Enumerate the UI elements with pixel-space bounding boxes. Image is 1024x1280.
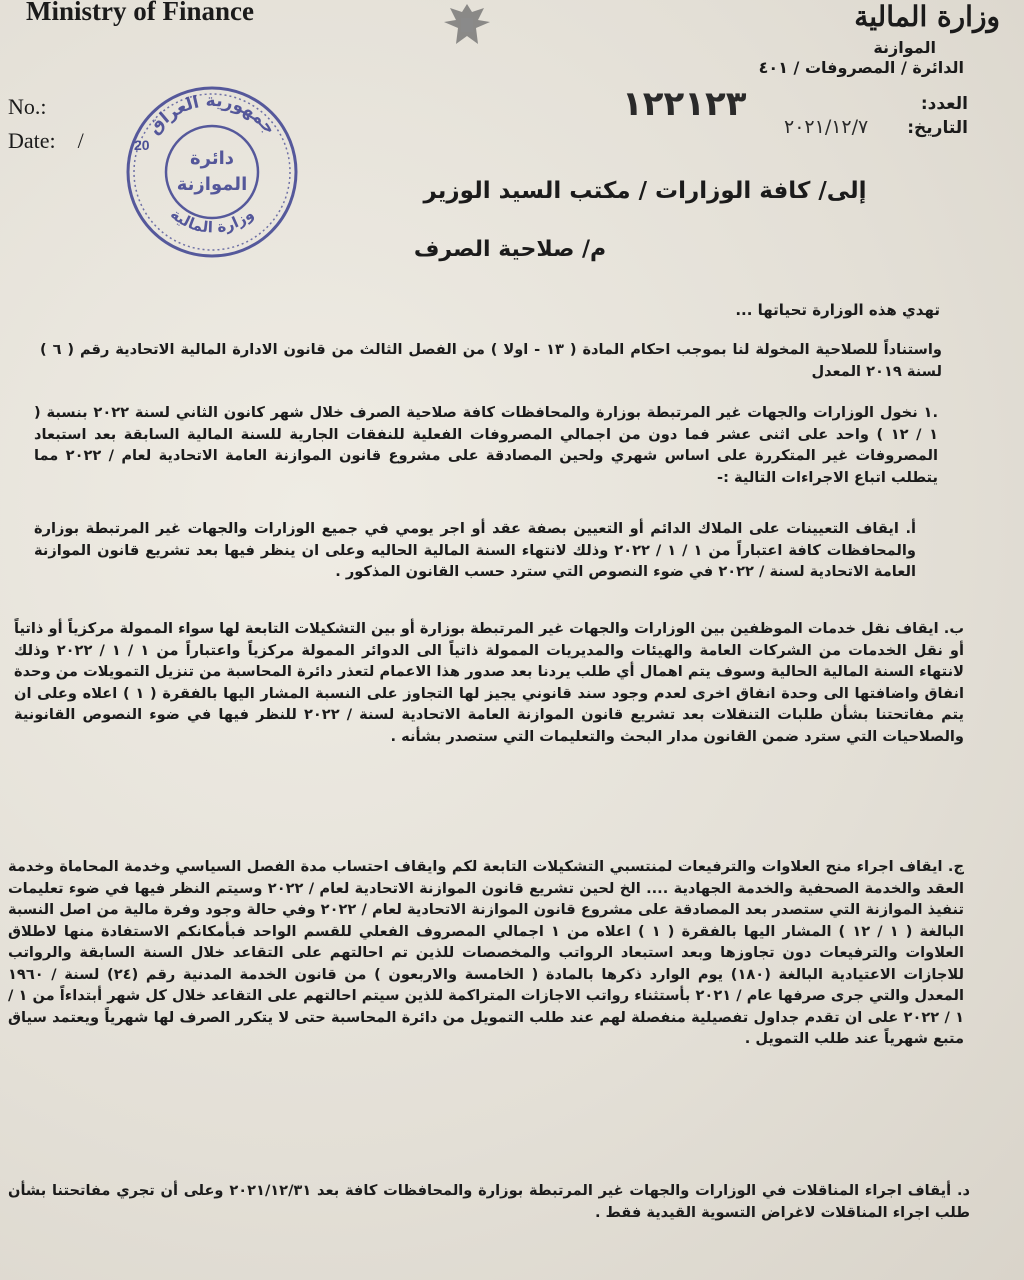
recipient-line: إلى/ كافة الوزارات / مكتب السيد الوزير bbox=[423, 178, 867, 204]
stamp-number: 20 bbox=[134, 137, 150, 153]
clause-1-text: نخول الوزارات والجهات غير المرتبطة بوزارة والمحافظات كافة صلاحية الصرف خلال شهر كانون الثاني لسنة ٢٠٢٢ بنسبة ( ١ / ١٢ ) واحد على اثنى عشر فما دون من اجمالي المصروفات الفعلية للنفقات الجارية للسنة المالية السابقة بعد استبعاد المصروفات غير المتكررة على اساس شهري ولحين المصادقة على مشروع قانون الموازنة العامة الاتحادية لعام / ٢٠٢٢ مما يتطلب اتباع الاجراءات التالية :- bbox=[34, 404, 938, 486]
svg-text:وزارة المالية bbox=[167, 205, 257, 237]
date-slash: / bbox=[77, 128, 84, 153]
clause-d-text: أيقاف اجراء المناقلات في الوزارات والجهات غير المرتبطة بوزارة والمحافظات كافة بعد ٢٠٢١/١٢/٣١ وعلى أن تجري مفاتحتنا بشأن طلب اجراء المناقلات لاغراض التسوية القيدية فقط . bbox=[8, 1182, 970, 1221]
clause-b bbox=[14, 618, 964, 747]
clause-d-mark: د. bbox=[956, 1182, 970, 1199]
clause-d bbox=[8, 1180, 970, 1223]
clause-c-mark: ج. bbox=[947, 858, 964, 875]
date-label-text: Date: bbox=[8, 128, 56, 153]
ministry-name-ar: وزارة المالية bbox=[854, 0, 1000, 33]
subject-line: م/ صلاحية الصرف bbox=[413, 237, 607, 262]
clause-c-text: ايقاف اجراء منح العلاوات والترفيعات لمنتسبي التشكيلات التابعة لكم وايقاف احتساب مدة الفصل السياسي وخدمة المحاماة وخدمة العقد والخدمة الصحفية والخدمة الجهادية .... الخ لحين تشريع قانون الموازنة الاتحادية لعام / ٢٠٢٢ وسيتم النظر فيها في ضوء تعليمات تنفيذ الموازنة التي ستصدر بعد المصادقة على مشروع قانون الموازنة الاتحادية لعام / ٢٠٢٢ وفي حالة وجود وفرة مالية من اصل النسبة البالغة ( ١ / ١٢ ) المشار اليها بالفقرة ( ١ ) اعلاه من ١ اجمالي المصروف الفعلي للقسم الواحد فبأمكانكم الاستفادة منها لاطلاق العلاوات والترفيعات دون تجاوزها وبعد استبعاد الرواتب والمخصصات للذين تم احالتهم على التقاعد خلال السنة السابقة والرواتب للاجازات الاعتيادية البالغة (١٨٠) يوم الوارد ذكرها بالمادة ( الخامسة والاربعون ) من قانون الخدمة المدنية رقم (٢٤) لسنة / ١٩٦٠ المعدل والتي جرى صرفها عام / ٢٠٢١ بأستثناء رواتب الاجازات المتراكمة للذين سيتم احالتهم على التقاعد خلال كل شهر أبتداءاً من ١ / ١ / ٢٠٢٢ على ان تقدم جداول تفصيلية منفصلة لهم عند طلب التمويل من دائرة المحاسبة حتى لا يتكرر الصرف لها شهرياً ويعتمد سياق متبع شهرياً عند طلب التمويل . bbox=[8, 858, 964, 1047]
department-budget: الموازنة bbox=[873, 38, 936, 57]
clause-c bbox=[8, 856, 964, 1050]
number-label-en: No.: bbox=[8, 94, 47, 119]
clause-1-mark: .١ bbox=[923, 404, 938, 421]
stamp-inner-top: دائرة bbox=[190, 148, 234, 169]
greeting: تهدي هذه الوزارة تحياتها ... bbox=[735, 301, 940, 319]
clause-1 bbox=[34, 402, 938, 488]
stamp-bottom-text: وزارة المالية bbox=[166, 204, 258, 237]
eagle-emblem-icon bbox=[432, 0, 502, 48]
number-label-ar: العدد: bbox=[920, 94, 968, 114]
clause-a bbox=[34, 518, 916, 583]
ministry-name-en: Ministry of Finance bbox=[26, 0, 254, 26]
stamp-outer-text: جمهورية العراق bbox=[144, 90, 280, 139]
clause-b-mark: ب. bbox=[943, 620, 964, 637]
svg-text:جمهورية العراق bbox=[144, 91, 279, 139]
date-label-ar: التاريخ: bbox=[907, 118, 968, 138]
department-line: الدائرة / المصروفات / ٤٠١ bbox=[758, 58, 964, 77]
date-label-en bbox=[8, 128, 84, 154]
clause-a-mark: أ. bbox=[905, 520, 916, 537]
stamp-inner-bottom: الموازنة bbox=[176, 174, 248, 195]
handwritten-reference-number: ١٢٢١٢٣ bbox=[622, 84, 747, 124]
handwritten-date: ٢٠٢١/١٢/٧ bbox=[784, 116, 869, 138]
clause-a-text: ايقاف التعيينات على الملاك الدائم أو التعيين بصفة عقد أو اجر يومي في جميع الوزارات والجهات غير المرتبطة بوزارة والمحافظات كافة اعتباراً من ١ / ١ / ٢٠٢٢ وذلك لانتهاء السنة المالية الحاليه وعلى ان ينظر فيها بعد تشريع قانون الموازنة العامة الاتحادية لسنة / ٢٠٢٢ في ضوء النصوص التي سترد حسب القانون المذكور . bbox=[34, 520, 916, 580]
intro-paragraph: واستناداً للصلاحية المخولة لنا بموجب احكام المادة ( ١٣ - اولا ) من الفصل الثالث من قانون الادارة المالية الاتحادية رقم ( ٦ ) لسنة ٢٠١٩ المعدل bbox=[40, 341, 942, 380]
clause-b-text: ايقاف نقل خدمات الموظفين بين الوزارات والجهات غير المرتبطة بوزارة أو بين التشكيلات التابعة لها سواء الممولة مركزياً أو ذاتياً أو نقل الخدمات من الشركات العامة والهيئات والمديريات الممولة ذاتياً الى الدوائر الممولة مركزياً واعتباراً من ١ / ١ / ٢٠٢٢ وذلك لانتهاء السنة المالية الحالية وسوف يتم اهمال أي طلب يردنا بعد صدور هذا الاعمام لتعذر دائرة المحاسبة من تنزيل التمويلات من وحدة انفاق واضافتها الى وحدة انفاق اخرى لعدم وجود سند قانوني يجيز لها التجاوز على النسبة المشار اليها بالفقرة ( ١ ) اعلاه وعلى ان يتم مفاتحتنا بشأن طلبات التنقلات بعد تشريع قانون الموازنة العامة الاتحادية لسنة / ٢٠٢٢ للنظر فيها في ضوء النصوص القانونية والصلاحيات التي سترد ضمن القانون مدار البحث والتعليمات التي ستصدر بشأنه . bbox=[14, 620, 964, 745]
budget-department-stamp-icon bbox=[122, 82, 302, 260]
